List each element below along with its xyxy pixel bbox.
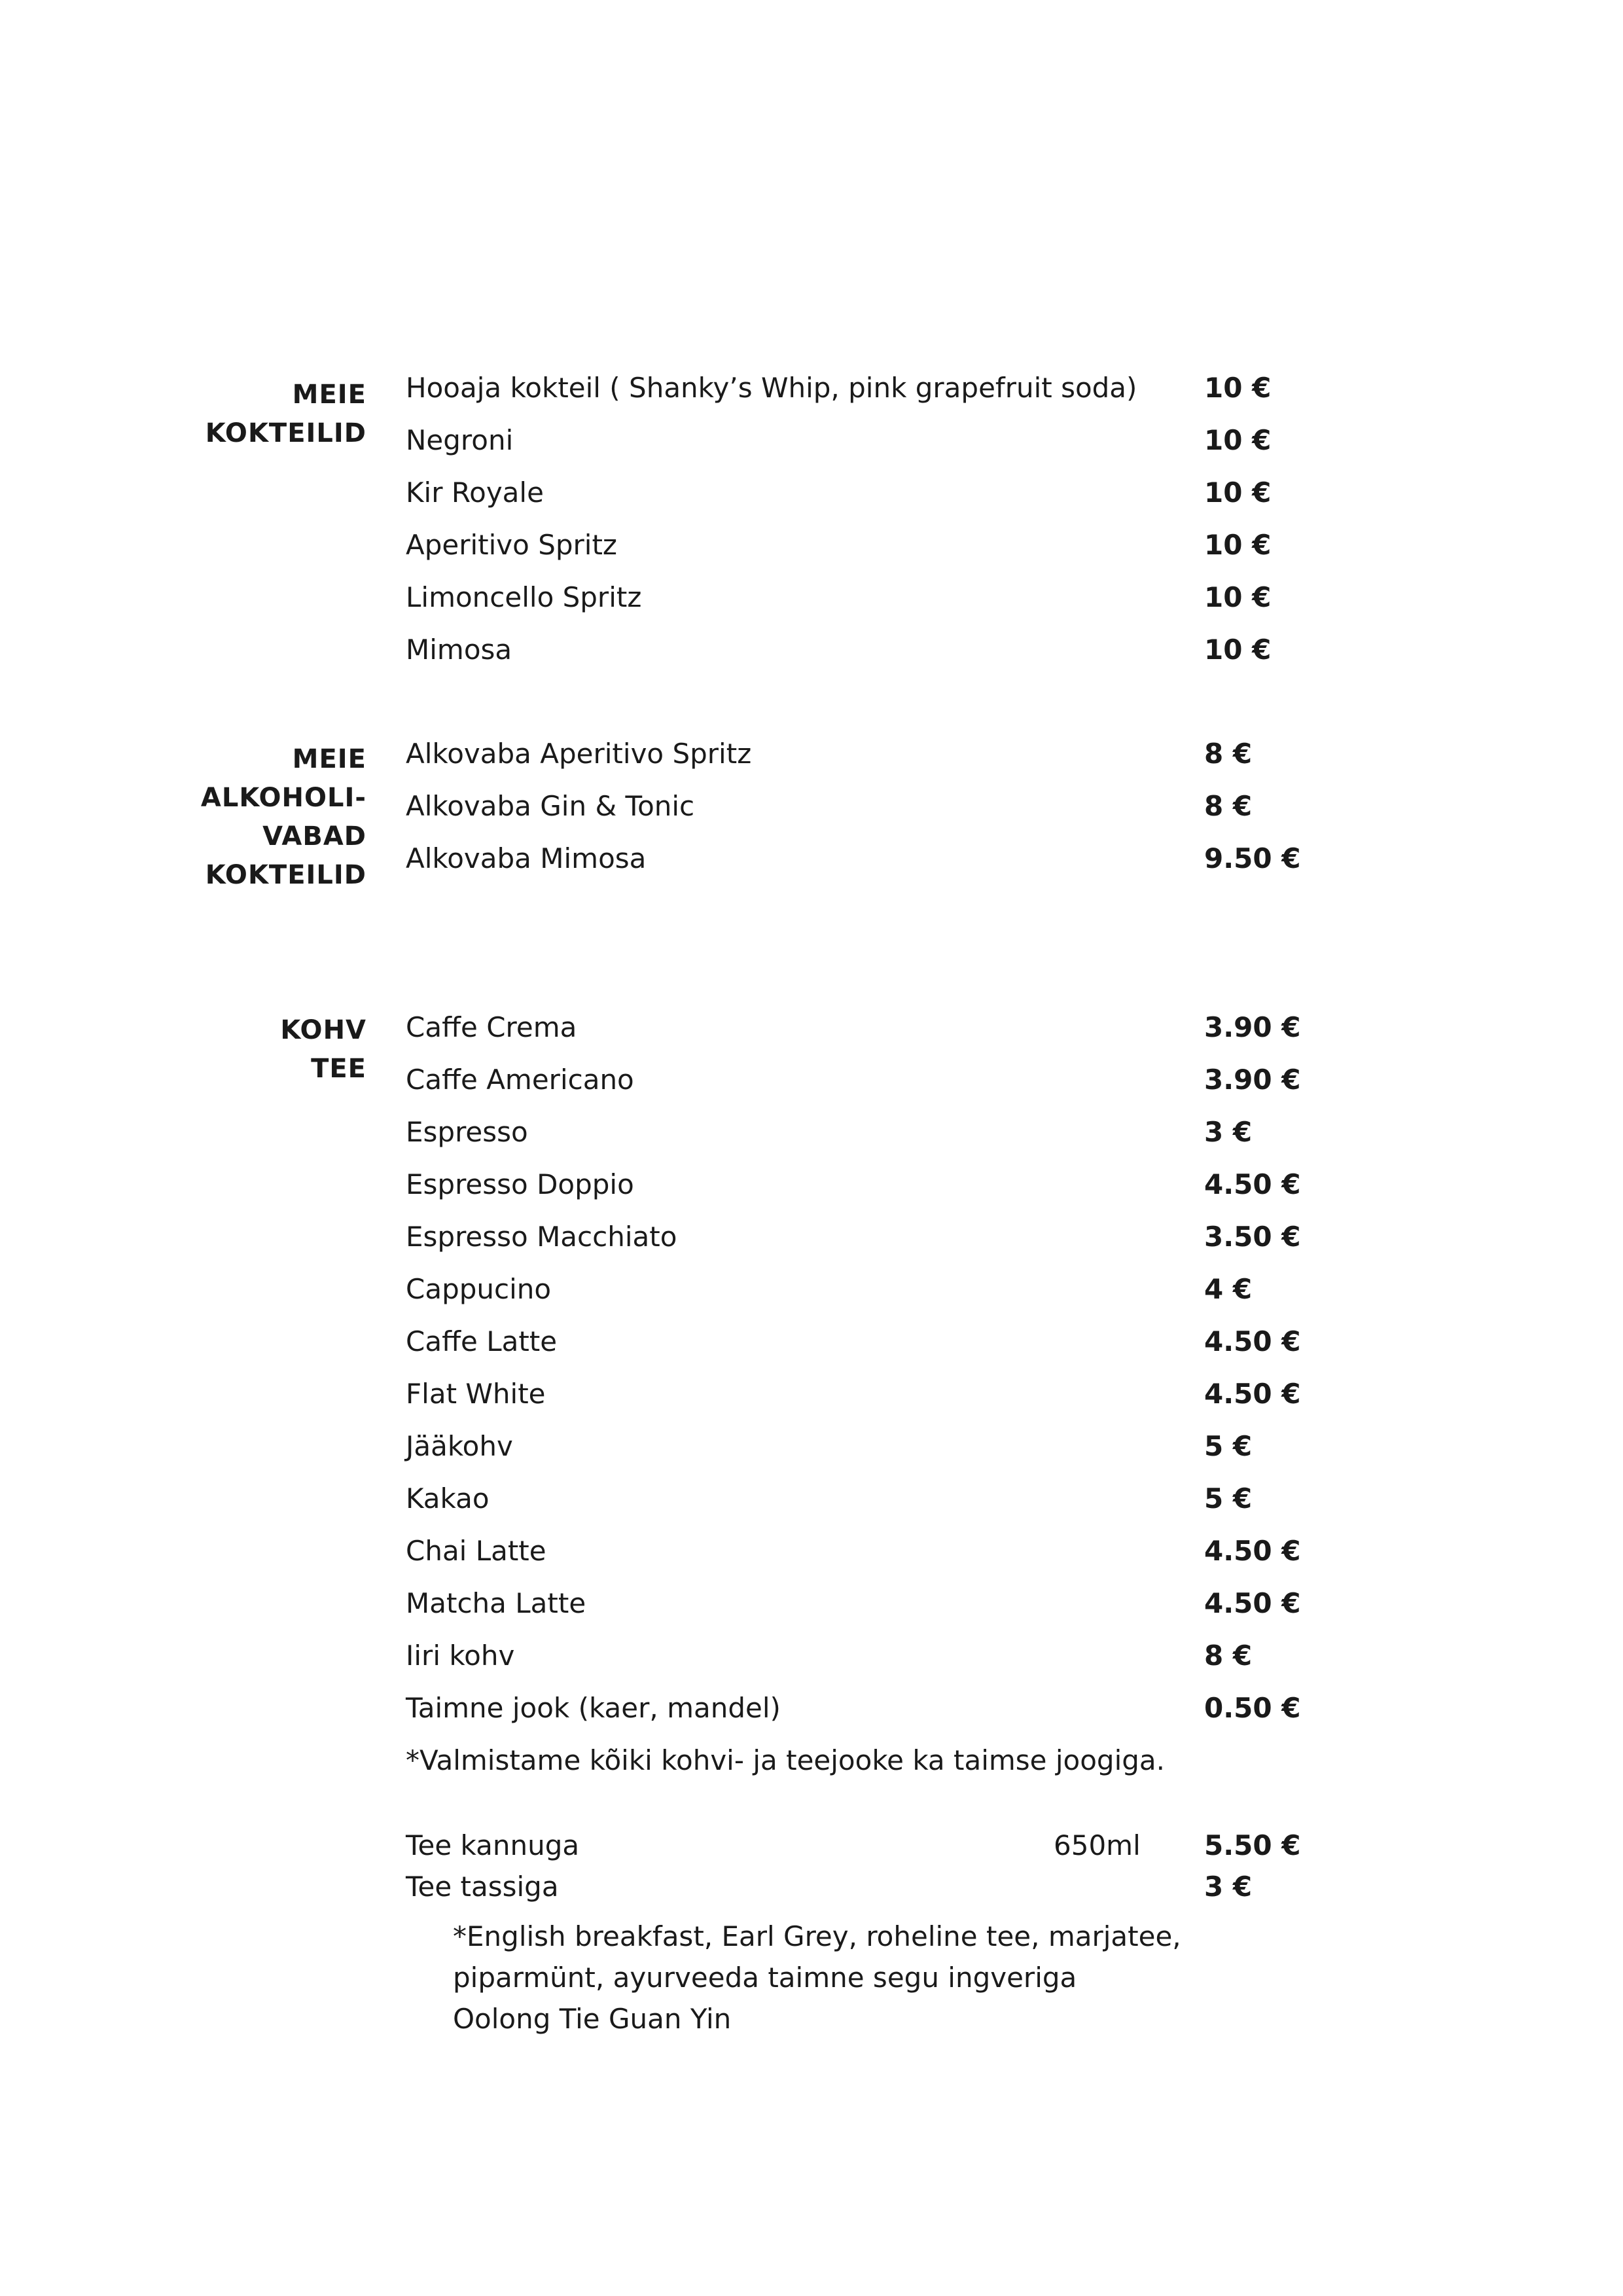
menu-item	[406, 1378, 1322, 1430]
menu-item	[406, 372, 1322, 424]
menu-item	[406, 424, 1322, 476]
item-name: Taimne jook (kaer, mandel)	[406, 1692, 781, 1724]
menu-item	[406, 738, 1322, 790]
menu-item	[406, 1535, 1322, 1587]
item-name: Tee tassiga	[406, 1871, 559, 1903]
menu-list	[406, 372, 1322, 686]
menu-item	[406, 1064, 1322, 1116]
item-price: 10 €	[1204, 634, 1272, 666]
menu-item	[406, 1482, 1322, 1535]
section-label	[201, 740, 366, 895]
section-label-line: KOHV	[280, 1015, 366, 1045]
item-price: 10 €	[1204, 529, 1272, 561]
item-name: Iiri kohv	[406, 1640, 515, 1672]
menu-item	[406, 1325, 1322, 1378]
item-price: 10 €	[1204, 372, 1272, 404]
item-name: Kakao	[406, 1482, 490, 1515]
item-price: 8 €	[1204, 790, 1253, 822]
menu-item	[406, 1011, 1322, 1064]
item-price: 0.50 €	[1204, 1692, 1301, 1724]
section-label	[205, 376, 366, 453]
tea-note-line: piparmünt, ayurveeda taimne segu ingveriga	[453, 1962, 1077, 1994]
menu-item	[406, 1221, 1322, 1273]
item-name: Cappucino	[406, 1273, 552, 1305]
menu-item	[406, 1692, 1322, 1744]
item-price: 10 €	[1204, 581, 1272, 613]
item-name: Jääkohv	[406, 1430, 513, 1462]
menu-item	[406, 1168, 1322, 1221]
item-price: 8 €	[1204, 738, 1253, 770]
menu-item	[406, 1273, 1322, 1325]
item-price: 9.50 €	[1204, 842, 1301, 874]
section-label-line: MEIE	[292, 744, 366, 774]
item-price: 4.50 €	[1204, 1587, 1301, 1619]
item-name: Hooaja kokteil ( Shanky’s Whip, pink grapefruit soda)	[406, 372, 1137, 404]
item-name: Caffe Americano	[406, 1064, 634, 1096]
item-name: Chai Latte	[406, 1535, 546, 1567]
menu-item	[406, 790, 1322, 842]
item-name: Alkovaba Aperitivo Spritz	[406, 738, 752, 770]
menu-item	[406, 476, 1322, 529]
item-name: Aperitivo Spritz	[406, 529, 617, 561]
item-name: Flat White	[406, 1378, 546, 1410]
menu-item	[406, 529, 1322, 581]
menu-item	[406, 1430, 1322, 1482]
item-price: 10 €	[1204, 476, 1272, 509]
menu-list	[406, 1011, 1322, 1776]
item-name: Limoncello Spritz	[406, 581, 642, 613]
item-name: Espresso Doppio	[406, 1168, 634, 1200]
menu-item	[406, 634, 1322, 686]
section-label-line: MEIE	[292, 380, 366, 410]
item-price: 3.90 €	[1204, 1064, 1301, 1096]
item-name: Tee kannuga	[406, 1829, 580, 1861]
item-price: 4 €	[1204, 1273, 1253, 1305]
item-name: Caffe Latte	[406, 1325, 558, 1357]
section-label-line: ALKOHOLI-	[200, 783, 366, 813]
item-price: 5 €	[1204, 1482, 1253, 1515]
item-name: Matcha Latte	[406, 1587, 586, 1619]
item-name: Mimosa	[406, 634, 512, 666]
item-price: 4.50 €	[1204, 1168, 1301, 1200]
menu-item	[406, 1640, 1322, 1692]
item-price: 10 €	[1204, 424, 1272, 456]
item-name: Caffe Crema	[406, 1011, 577, 1043]
item-name: Alkovaba Mimosa	[406, 842, 647, 874]
item-name: Espresso Macchiato	[406, 1221, 677, 1253]
section-label-line: VABAD	[262, 821, 366, 852]
item-price: 5 €	[1204, 1430, 1253, 1462]
item-price: 4.50 €	[1204, 1325, 1301, 1357]
item-price: 3 €	[1204, 1116, 1253, 1148]
item-size: 650ml	[1054, 1829, 1141, 1861]
item-name: Alkovaba Gin & Tonic	[406, 790, 695, 822]
item-price: 4.50 €	[1204, 1378, 1301, 1410]
menu-list	[406, 738, 1322, 895]
section-label-line: TEE	[311, 1054, 366, 1084]
menu-item	[406, 842, 1322, 895]
item-name: Negroni	[406, 424, 514, 456]
plant-milk-note: *Valmistame kõiki kohvi- ja teejooke ka taimse joogiga.	[406, 1744, 1166, 1776]
item-price: 8 €	[1204, 1640, 1253, 1672]
item-name: Kir Royale	[406, 476, 544, 509]
section-label	[280, 1011, 366, 1088]
tea-varieties-note	[453, 1916, 1181, 2039]
menu-item	[406, 1829, 1322, 1871]
item-price: 5.50 €	[1204, 1829, 1301, 1861]
item-price: 3 €	[1204, 1871, 1253, 1903]
item-name: Espresso	[406, 1116, 528, 1148]
menu-item	[406, 581, 1322, 634]
item-price: 3.90 €	[1204, 1011, 1301, 1043]
menu-item	[406, 1587, 1322, 1640]
item-price: 4.50 €	[1204, 1535, 1301, 1567]
menu-item	[406, 1116, 1322, 1168]
tea-note-line: Oolong Tie Guan Yin	[453, 2003, 732, 2035]
tea-note-line: *English breakfast, Earl Grey, roheline tee, marjatee,	[453, 1920, 1181, 1952]
tea-list	[406, 1829, 1322, 1912]
item-price: 3.50 €	[1204, 1221, 1301, 1253]
section-label-line: KOKTEILID	[205, 418, 366, 448]
menu-item	[406, 1871, 1322, 1912]
section-label-line: KOKTEILID	[205, 860, 366, 890]
